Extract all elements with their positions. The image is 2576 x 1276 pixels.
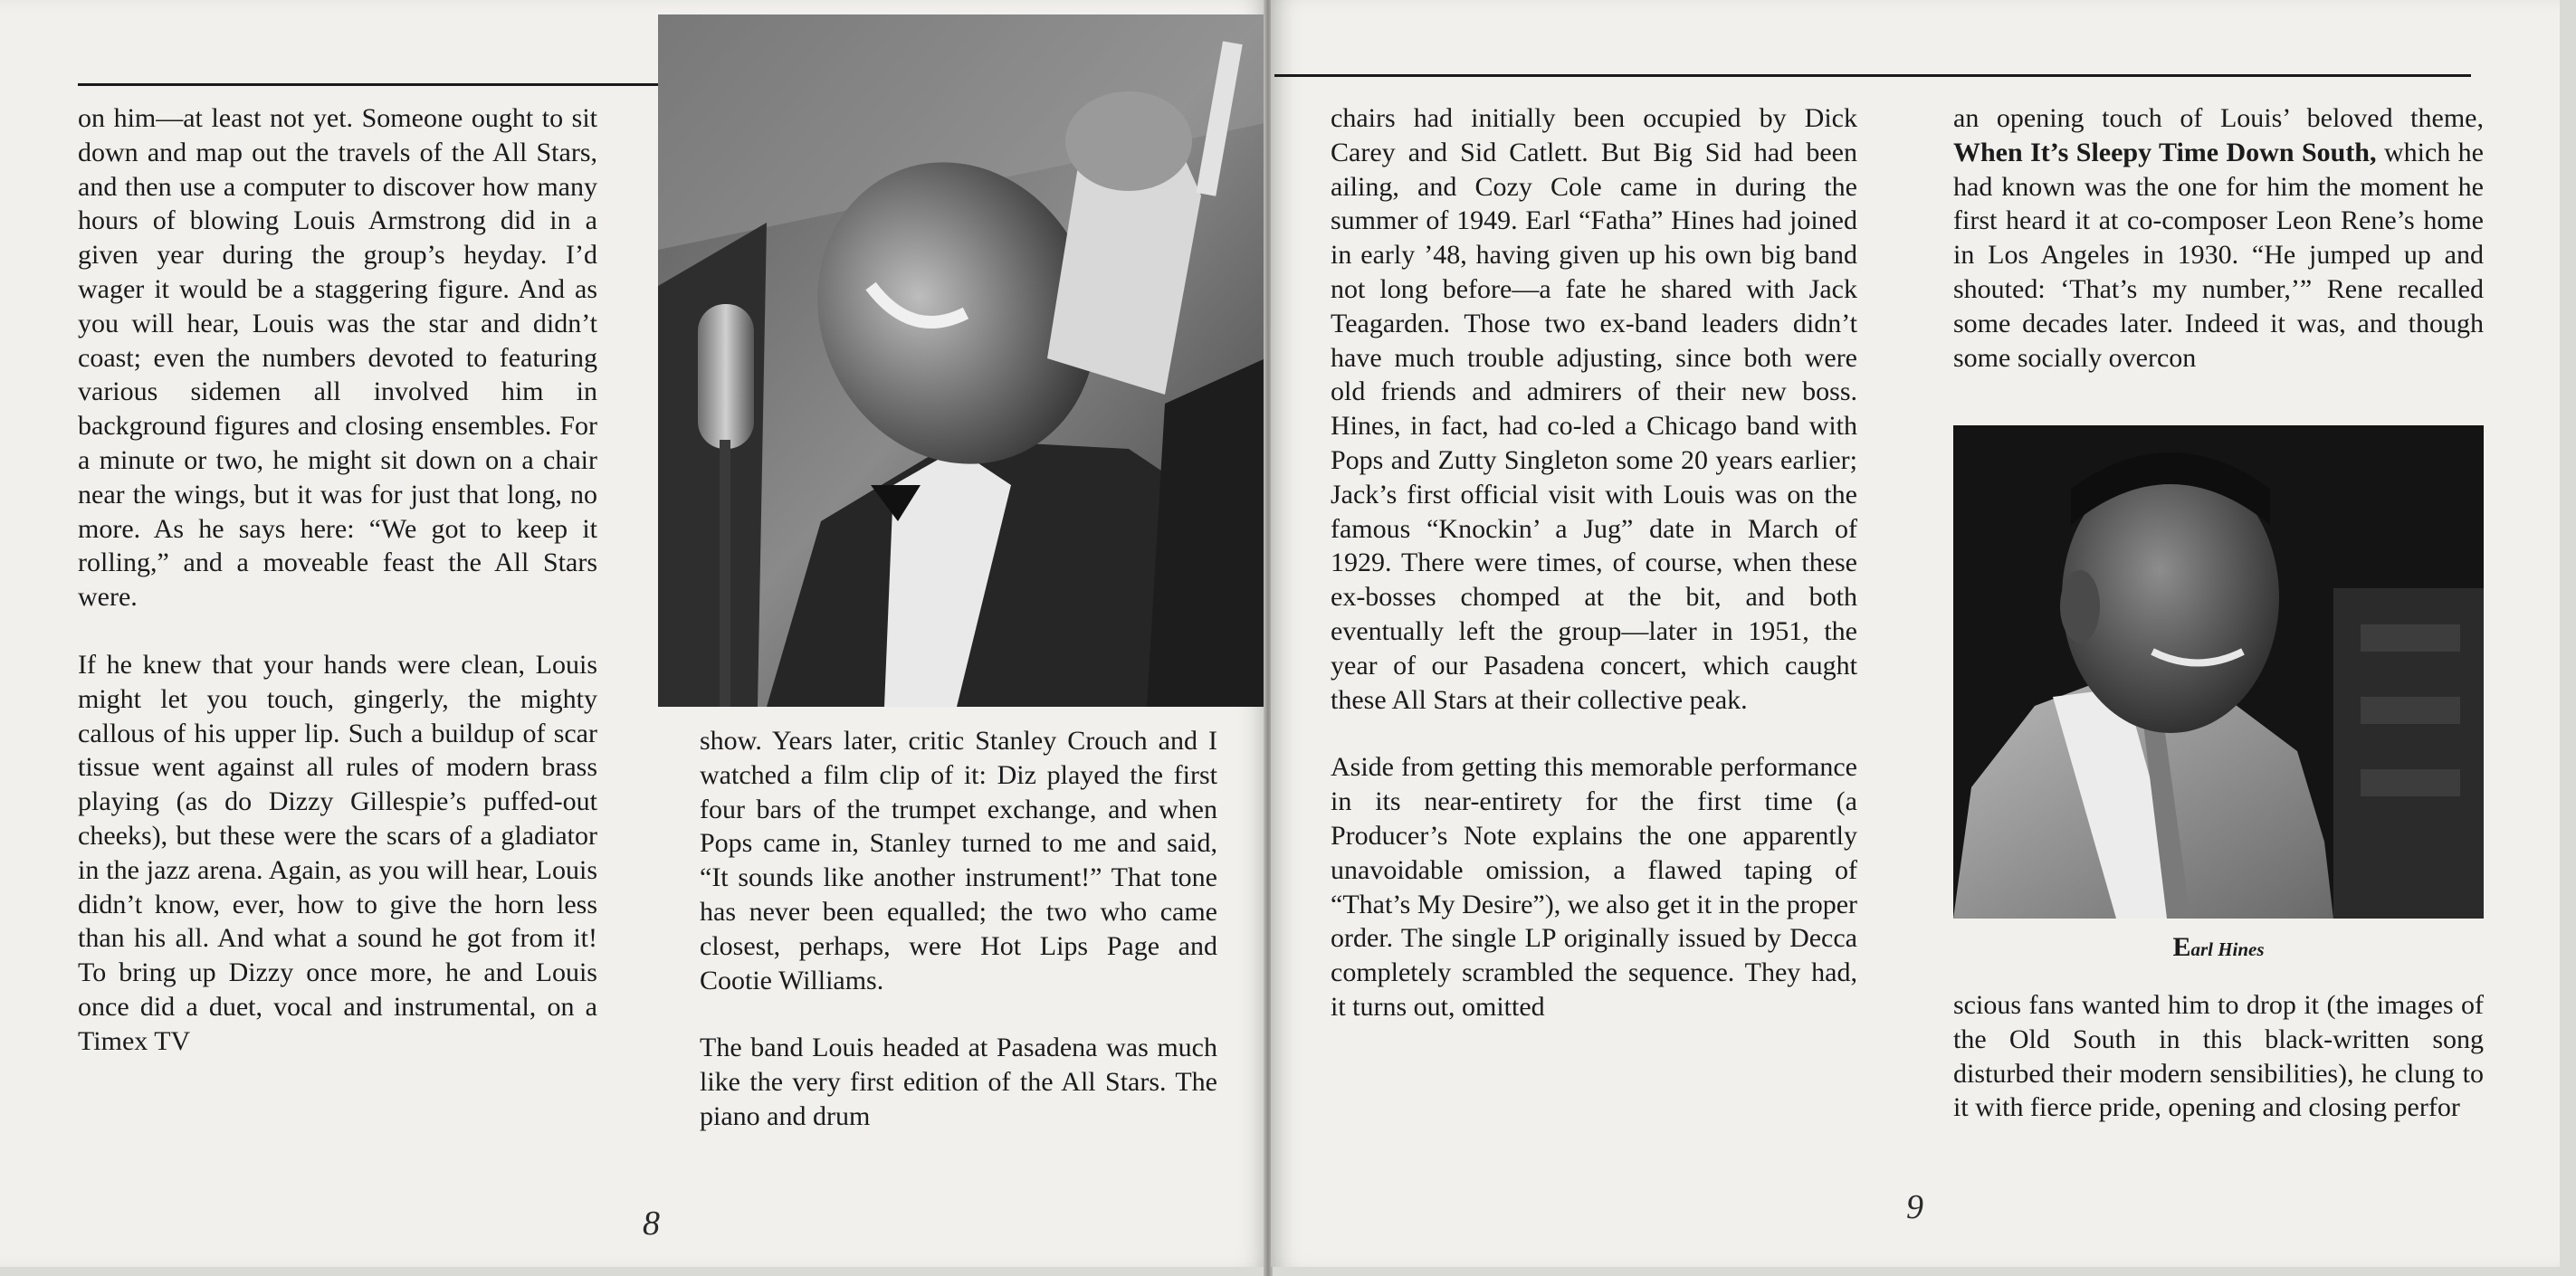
right-page <box>1271 0 2560 1267</box>
photo-louis-armstrong <box>658 14 1265 707</box>
right-page-column-2-top <box>1953 101 2484 375</box>
paragraph: an opening touch of Louis’ beloved theme, When It’s Sleepy Time Down South, which he had known was the one for him the moment he first heard it at co-composer Leon Rene’s home in Los Angeles in 1930. “He jumped up and shouted: ‘That’s my number,’” Rene recalled some decades later. Indeed it was, and though some socially overcon <box>1953 103 2484 373</box>
paragraph: The band Louis headed at Pasadena was much like the very first edition of the All Stars. The piano and drum <box>700 1033 1217 1131</box>
paragraph: on him—at least not yet. Someone ought to sit down and map out the travels of the All Stars, and then use a computer to discover how many hours of blowing Louis Armstrong did in a given year during the group’s heyday. I’d wager it would be a staggering figure. And as you will hear, Louis was the star and didn’t coast; even the numbers devoted to featuring various sidemen all involved him in background figures and closing ensembles. For a minute or two, he might sit down on a chair near the wings, but it was for just that long, no more. As he says here: “We got to keep it rolling,” and a moveable feast the All Stars were. <box>78 103 597 613</box>
right-page-column-1 <box>1331 101 1857 1024</box>
paragraph: chairs had initially been occupied by Dick Carey and Sid Catlett. But Big Sid had been ailing, and Cozy Cole came in during the summer of 1949. Earl “Fatha” Hines had joined in early ’48, having given up his own big band not long before—a fate he shared with Jack Teagarden. Those two ex-band leaders didn’t have much trouble adjusting, since both were old friends and admirers of their new boss. Hines, in fact, had co-led a Chicago band with Pops and Zutty Singleton some 20 years earlier; Jack’s first official visit with Louis was on the famous “Knockin’ a Jug” date in March of 1929. There were times, of course, when these ex-bosses chomped at the bit, and both eventually left the group—later in 1951, the year of our Pasadena concert, which caught these All Stars at their collective peak. <box>1331 103 1857 715</box>
page-number: 8 <box>643 1205 660 1243</box>
left-page <box>0 0 1265 1267</box>
paragraph: scious fans wanted him to drop it (the images of the Old South in this black-written song disturbed their modern sensibilities), he clung to it with fierce pride, opening and closing perfor <box>1953 990 2484 1123</box>
paragraph: If he knew that your hands were clean, Louis might let you touch, gingerly, the mighty callous of his upper lip. Such a buildup of scar tissue went against all rules of modern brass playing (as do Dizzy Gillespie’s puffed-out cheeks), but these were the scars of a gladiator in the jazz arena. Again, as you will hear, Louis didn’t know, ever, how to give the horn less than his all. And what a sound he got from it! To bring up Dizzy once more, he and Louis once did a duet, vocal and instrumental, on a Timex TV <box>78 649 597 1056</box>
top-rule <box>1274 74 2471 77</box>
left-page-column-2 <box>700 724 1217 1134</box>
top-rule <box>78 83 663 86</box>
photo-caption: Earl Hines <box>2172 932 2265 962</box>
song-title: When It’s Sleepy Time Down South, <box>1953 137 2377 167</box>
photo-earl-hines <box>1953 425 2484 919</box>
left-page-column-1 <box>78 101 597 1059</box>
paragraph: show. Years later, critic Stanley Crouch and I watched a film clip of it: Diz played the first four bars of the trumpet exchange, and when Pops came in, Stanley turned to me and said, “It sounds like another instrument!” That tone has never been equalled; the two who came closest, perhaps, were Hot Lips Page and Cootie Williams. <box>700 726 1217 995</box>
page-number: 9 <box>1906 1188 1923 1226</box>
paragraph: Aside from getting this memorable performance in its near-entirety for the first time (a Producer’s Note explains the one apparently unavoidable omission, a flawed taping of “That’s My Desire”), we also get it in the proper order. The single LP originally issued by Decca completely scrambled the sequence. They had, it turns out, omitted <box>1331 752 1857 1022</box>
right-page-column-2-bottom <box>1953 988 2484 1125</box>
